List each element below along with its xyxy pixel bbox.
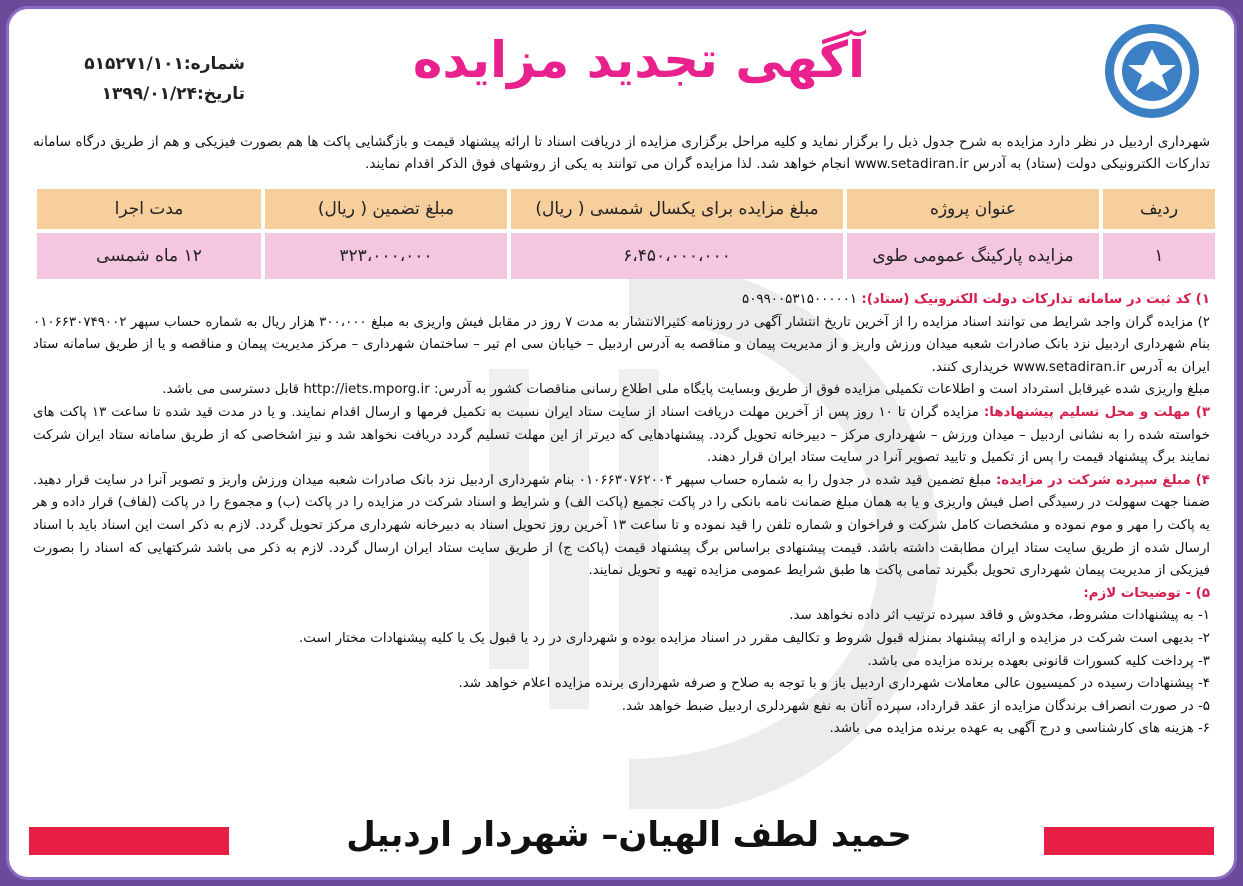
auction-table xyxy=(33,185,1219,283)
section-4 xyxy=(33,470,1210,583)
list-item: ۶- هزینه های کارشناسی و درج آگهی به عهده برنده مزایده می باشد. xyxy=(829,721,1210,737)
number-value: ۵۱۵۲۷۱/۱۰۱ xyxy=(84,54,184,74)
table-row xyxy=(37,233,1215,279)
notice-meta xyxy=(45,49,245,109)
section-2b: مبلغ واریزی شده غیرقابل استرداد است و اطلاعات تکمیلی مزایده فوق از طریق وبسایت پایگاه ملی اطلاع رسانی مناقصات کشور به آدرس: http://iets.mporg.ir قابل دسترسی می باشد. xyxy=(162,382,1210,398)
table-header-cell: ردیف xyxy=(1103,189,1215,229)
section-1 xyxy=(33,289,1210,312)
section-2: ۲) مزایده گران واجد شرایط می توانند اسناد مزایده را از آخرین تاریخ انتشار آگهی در روزنامه کثیرالانتشار به مدت ۷ روز در مقابل فیش واریزی به مبلغ ۳۰۰،۰۰۰ هزار ریال به شماره حساب سپهر ۰۱۰۶۶۳۰۷۴۹۰۰۲ بنام شهرداری اردبیل نزد بانک صادرات شعبه میدان ورزش واریز و از مدیریت پیمان و مناقصه به آدرس اردبیل – خیابان سی ام تیر – ساختمان شهرداری – مرکز مدیریت پیمان و مناقصه و یا از طریق سامانه ستاد ایران به آدرس www.setadiran.ir خریداری کنند. xyxy=(33,314,1210,375)
table-cell: ۱ xyxy=(1103,233,1215,279)
list-item: ۱- به پیشنهادات مشروط، مخدوش و فاقد سپرده ترتیب اثر داده نخواهد سد. xyxy=(789,608,1210,624)
list-item: ۲- بدیهی است شرکت در مزایده و ارائه پیشنهاد بمنزله قبول شروط و تکالیف مقرر در اسناد مزایده بوده و شهرداری در رد یا قبول یک یا کلیه پیشنهادات مختار است. xyxy=(298,630,1210,646)
page-title: آگهی تجدید مزایده xyxy=(412,31,866,89)
list-item: ۳- پرداخت کلیه کسورات قانونی بعهده برنده مزایده می باشد. xyxy=(867,653,1210,669)
municipality-logo-icon xyxy=(1102,21,1202,121)
table-header-cell: مبلغ تضمین ( ریال) xyxy=(265,189,507,229)
table-header-row xyxy=(37,189,1215,229)
number-label: شماره: xyxy=(183,54,245,74)
signature: حمید لطف الهیان– شهردار اردبیل xyxy=(346,815,912,855)
notice-body xyxy=(33,289,1210,741)
section-5-title: ۵) - توضیحات لازم: xyxy=(1083,585,1210,601)
section-4-text: مبلغ تضمین قید شده در جدول را به شماره حساب سپهر ۰۱۰۶۶۳۰۷۶۲۰۰۴ بنام شهرداری اردبیل نزد بانک صادرات شعبه میدان ورزش واریز و تصویر آنرا در سایت قرار دهید. ضمنا جهت سهولت در رسیدگی اصل فیش واریزی و یا به همان مبلغ ضمانت نامه بانکی را در پاکت تجمیع (پاکت الف) و شرایط و اسناد شرکت در مزایده را در پاکت (ب) و مجموع را در پاکت (لفاف) قرار داده و هر یه پاکت را مهر و موم نموده و مشخصات کامل شرکت و فراخوان و شماره تلفن را قید نموده و تا ساعت ۱۳ آخرین روز تحویل اسناد به دبیرخانه شهرداری مرکز تحویل گردد. لازم به ذکر است این اسناد باید با اسناد ارسال شده از طریق سایت ستاد ایران مطابقت داشته باشد. قیمت پیشنهادی براساس برگ پیشنهاد قیمت (پاکت ج) از طریق سایت ستاد ایران ارسال گردد. لازم به ذکر می باشد شرکتهایی که اسناد را بصورت فیزیکی از مدیریت پیمان شهرداری تحویل بگیرند تمامی پاکت ها طبق شرایط عمومی مزایده تهیه و تحویل نمایند. xyxy=(33,472,1211,579)
table-cell: ۳۲۳،۰۰۰،۰۰۰ xyxy=(265,233,507,279)
table-cell: مزایده پارکینگ عمومی طوی xyxy=(847,233,1099,279)
section-3 xyxy=(33,402,1210,470)
table-cell: ۱۲ ماه شمسی xyxy=(37,233,261,279)
notice-frame xyxy=(6,6,1237,880)
section-3-text: مزایده گران تا ۱۰ روز پس از آخرین مهلت دریافت اسناد از سایت ستاد ایران نسبت به تکمیل فرمها و ارسال اقدام نمایند. و یا در مدت قید شده تا ساعت ۱۳ پاکت های خواسته شده را به نشانی اردبیل – میدان ورزش – شهرداری مرکز – دبیرخانه تحویل گردد. پیشنهادهایی که دیرتر از این مهلت تسلیم گردد دریافت نخواهد شد و نیز اشخاصی که از طریق سامانه ستاد ایران شرکت نمایند برگ پیشنهاد قیمت را پس از تکمیل و تایید تصویر آنرا در سایت ستاد ایران قرار دهند. xyxy=(33,404,1210,466)
table-header-cell: عنوان پروژه xyxy=(847,189,1099,229)
notes-list xyxy=(33,605,1210,741)
table-header-cell: مبلغ مزایده برای یکسال شمسی ( ریال) xyxy=(511,189,843,229)
list-item: ۴- پیشنهادات رسیده در کمیسیون عالی معاملات شهرداری اردبیل باز و با توجه به صلاح و صرفه شهرداری برنده مزایده اعلام خواهد شد. xyxy=(458,676,1210,692)
list-item: ۵- در صورت انصراف برندگان مزایده از عقد قرارداد، سپرده آنان به نفع شهردلری اردبیل ضبط خواهد شد. xyxy=(621,698,1210,714)
section-4-title: ۴) مبلغ سپرده شرکت در مزایده: xyxy=(995,472,1210,488)
date-value: ۱۳۹۹/۰۱/۲۴ xyxy=(101,84,197,104)
section-1-code: ۵۰۹۹۰۰۵۳۱۵۰۰۰۰۰۱ xyxy=(742,292,858,307)
intro-paragraph: شهرداری اردبیل در نظر دارد مزایده به شرح جدول ذیل را برگزار نماید و کلیه مراحل برگزاری مزایده از دریافت اسناد تا ارائه پیشنهاد قیمت و بازگشایی پاکت ها هم بصورت فیزیکی و هم از طریق درگاه سامانه تدارکات الکترونیکی دولت (ستاد) به آدرس www.setadiran.ir انجام خواهد شد. لذا مزایده گران می توانند به یکی از روشهای فوق الذکر اقدام نمایند. xyxy=(33,134,1210,172)
table-cell: ۶،۴۵۰،۰۰۰،۰۰۰ xyxy=(511,233,843,279)
signature-bar-right xyxy=(1044,827,1214,855)
date-label: تاریخ: xyxy=(197,84,245,104)
table-header-cell: مدت اجرا xyxy=(37,189,261,229)
section-3-title: ۳) مهلت و محل تسلیم پیشنهادها: xyxy=(983,404,1211,420)
section-1-title: ۱) کد ثبت در سامانه تدارکات دولت الکترونیک (ستاد): xyxy=(861,292,1210,307)
signature-bar-left xyxy=(29,827,229,855)
